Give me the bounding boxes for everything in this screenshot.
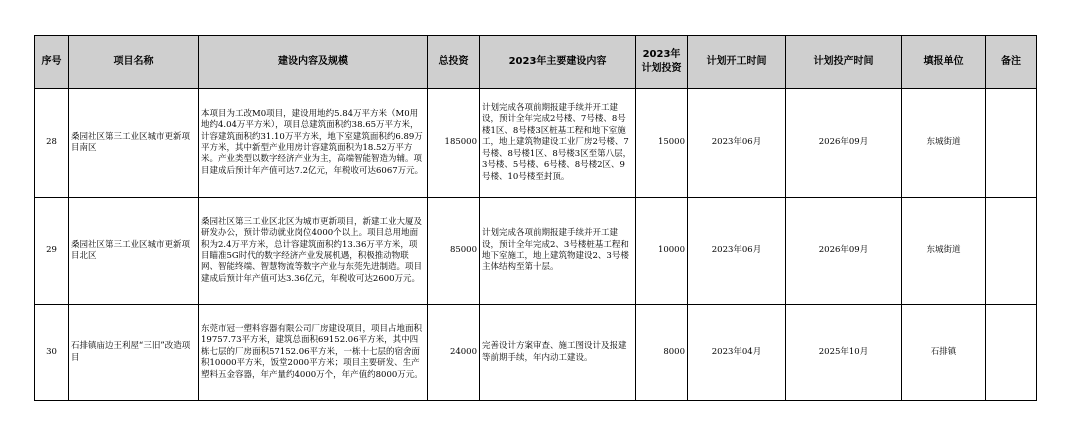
header-seq: 序号 bbox=[35, 36, 69, 89]
row-content: 东莞市冠一塑料容器有限公司厂房建设项目，项目占地面积19757.73平方米，建筑总面积69152.06平方米，其中四栋七层的厂房面积57152.06平方米，一栋十七层的宿舍面积10000平方米，饭堂2000平方米；项目主要研发、生产塑料五金容器，年产量约4000万个，年产值约8000万元。 bbox=[199, 305, 428, 401]
row-plan2023: 10000 bbox=[636, 198, 688, 305]
header-content: 建设内容及规模 bbox=[199, 36, 428, 89]
row-seq: 29 bbox=[35, 198, 69, 305]
row-note bbox=[986, 198, 1037, 305]
row-plan2023: 8000 bbox=[636, 305, 688, 401]
table-row bbox=[35, 305, 1037, 401]
row-main2023: 计划完成各项前期报建手续并开工建设，预计全年完成2号楼、7号楼、8号楼1区、8号楼3区桩基工程和地下室施工，地上建筑物建设工业厂房2号楼、7号楼、8号楼1区、8号楼3区至第八层，3号楼、5号楼、6号楼、8号楼2区、9号楼、10号楼至封顶。 bbox=[480, 89, 636, 198]
row-name: 桑园社区第三工业区城市更新项目北区 bbox=[69, 198, 199, 305]
row-total: 185000 bbox=[428, 89, 480, 198]
row-seq: 28 bbox=[35, 89, 69, 198]
table-row bbox=[35, 89, 1037, 198]
header-plan2023: 2023年计划投资 bbox=[636, 36, 688, 89]
row-unit: 东城街道 bbox=[902, 89, 986, 198]
row-operate: 2025年10月 bbox=[786, 305, 902, 401]
header-operate: 计划投产时间 bbox=[786, 36, 902, 89]
table-row bbox=[35, 198, 1037, 305]
row-start: 2023年06月 bbox=[688, 198, 786, 305]
row-total: 85000 bbox=[428, 198, 480, 305]
row-plan2023: 15000 bbox=[636, 89, 688, 198]
header-note: 备注 bbox=[986, 36, 1037, 89]
row-operate: 2026年09月 bbox=[786, 198, 902, 305]
header-row bbox=[35, 36, 1037, 89]
row-note bbox=[986, 305, 1037, 401]
row-start: 2023年04月 bbox=[688, 305, 786, 401]
header-name: 项目名称 bbox=[69, 36, 199, 89]
row-main2023: 计划完成各项前期报建手续并开工建设，预计全年完成2、3号楼桩基工程和地下室施工，地上建筑物建设2、3号楼主体结构至第十层。 bbox=[480, 198, 636, 305]
row-start: 2023年06月 bbox=[688, 89, 786, 198]
row-operate: 2026年09月 bbox=[786, 89, 902, 198]
row-unit: 东城街道 bbox=[902, 198, 986, 305]
row-seq: 30 bbox=[35, 305, 69, 401]
row-name: 桑园社区第三工业区城市更新项目南区 bbox=[69, 89, 199, 198]
row-note bbox=[986, 89, 1037, 198]
row-unit: 石排镇 bbox=[902, 305, 986, 401]
header-start: 计划开工时间 bbox=[688, 36, 786, 89]
row-content: 本项目为工改M0项目，建设用地约5.84万平方米（M0用地约4.04万平方米），项目总建筑面积约38.65万平方米，计容建筑面积约31.10万平方米，地下室建筑面积约6.89万平方米，其中新型产业用房计容建筑面积为18.52万平方米。产业类型以数字经济产业为主，高端智能智造为辅。项目建成后预计年产值可达7.2亿元，年税收可达6067万元。 bbox=[199, 89, 428, 198]
row-total: 24000 bbox=[428, 305, 480, 401]
row-main2023: 完善设计方案审查、施工图设计及报建等前期手续，年内动工建设。 bbox=[480, 305, 636, 401]
header-total: 总投资 bbox=[428, 36, 480, 89]
row-content: 桑园社区第三工业区北区为城市更新项目，新建工业大厦及研发办公，预计带动就业岗位4000个以上。项目总用地面积为2.4万平方米，总计容建筑面积约13.36万平方米，项目瞄准5G时代的数字经济产业发展机遇，积极推动物联网、智能终端、智慧物流等数字产业与东莞先进制造。项目建成后预计年产值可达3.36亿元，年税收可达2600万元。 bbox=[199, 198, 428, 305]
project-table bbox=[34, 35, 1037, 401]
header-unit: 填报单位 bbox=[902, 36, 986, 89]
header-main2023: 2023年主要建设内容 bbox=[480, 36, 636, 89]
row-name: 石排镇庙边王利屋“三旧”改造项目 bbox=[69, 305, 199, 401]
